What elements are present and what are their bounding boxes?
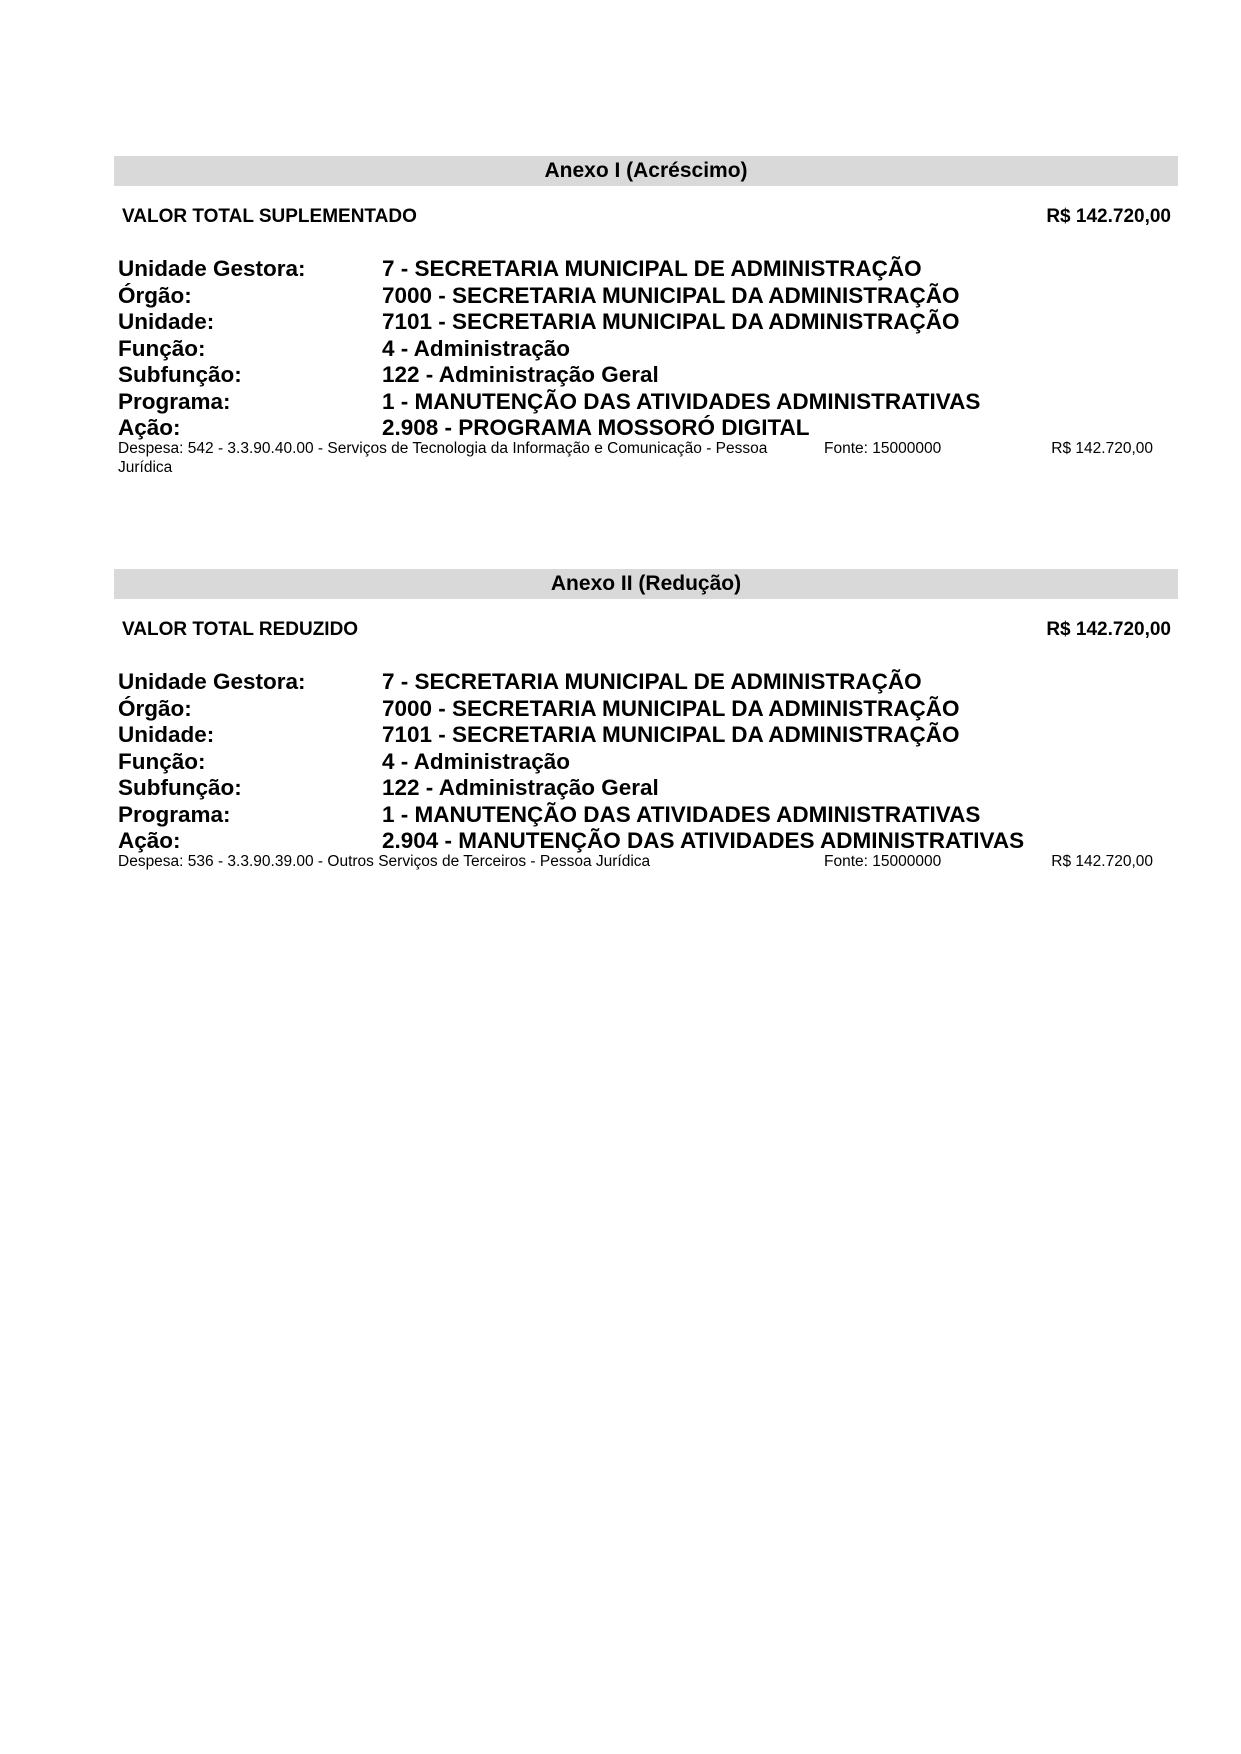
- field-label: Unidade Gestora:: [118, 256, 306, 281]
- field-unidade-gestora: [114, 669, 1178, 696]
- field-value: 7000 - SECRETARIA MUNICIPAL DA ADMINISTRAÇÃO: [382, 282, 960, 308]
- expense-description: Despesa: 542 - 3.3.90.40.00 - Serviços de Tecnologia da Informação e Comunicação - Pessoa Jurídica: [118, 439, 768, 476]
- budget-fields: [114, 256, 1178, 442]
- field-funcao: [114, 749, 1178, 776]
- field-value: 7 - SECRETARIA MUNICIPAL DE ADMINISTRAÇÃO: [382, 669, 922, 694]
- field-label: Função:: [118, 335, 206, 361]
- expense-line: [114, 439, 1178, 477]
- expense-value: R$ 142.720,00: [1051, 439, 1153, 457]
- field-label: Programa:: [118, 801, 231, 827]
- annex-acrescimo: [114, 156, 1178, 477]
- field-label: Ação:: [118, 828, 181, 853]
- field-label: Órgão:: [118, 282, 192, 308]
- field-subfuncao: [114, 775, 1178, 802]
- expense-fonte: Fonte: 15000000: [824, 852, 942, 870]
- field-value: 7 - SECRETARIA MUNICIPAL DE ADMINISTRAÇÃO: [382, 256, 922, 281]
- field-value: 4 - Administração: [382, 335, 570, 361]
- field-value: 1 - MANUTENÇÃO DAS ATIVIDADES ADMINISTRATIVAS: [382, 801, 981, 827]
- field-value: 2.904 - MANUTENÇÃO DAS ATIVIDADES ADMINISTRATIVAS: [382, 828, 1025, 853]
- field-programa: [114, 802, 1178, 829]
- field-subfuncao: [114, 362, 1178, 389]
- expense-description: Despesa: 536 - 3.3.90.39.00 - Outros Serviços de Terceiros - Pessoa Jurídica: [118, 852, 651, 870]
- total-label: VALOR TOTAL REDUZIDO: [122, 619, 359, 640]
- field-unidade: [114, 722, 1178, 749]
- total-row: [114, 206, 1178, 230]
- field-label: Unidade:: [118, 309, 215, 334]
- expense-value: R$ 142.720,00: [1051, 852, 1153, 870]
- field-value: 122 - Administração Geral: [382, 362, 659, 387]
- annex-title: Anexo II (Redução): [114, 569, 1178, 599]
- field-programa: [114, 389, 1178, 416]
- field-label: Função:: [118, 748, 206, 774]
- annex-title: Anexo I (Acréscimo): [114, 156, 1178, 186]
- field-label: Órgão:: [118, 695, 192, 721]
- field-unidade: [114, 309, 1178, 336]
- field-funcao: [114, 336, 1178, 363]
- field-label: Subfunção:: [118, 775, 242, 800]
- expense-fonte: Fonte: 15000000: [824, 439, 942, 457]
- total-row: [114, 619, 1178, 643]
- field-orgao: [114, 283, 1178, 310]
- field-value: 7000 - SECRETARIA MUNICIPAL DA ADMINISTRAÇÃO: [382, 695, 960, 721]
- field-label: Unidade:: [118, 722, 215, 747]
- field-orgao: [114, 696, 1178, 723]
- field-value: 122 - Administração Geral: [382, 775, 659, 800]
- field-unidade-gestora: [114, 256, 1178, 283]
- total-value: R$ 142.720,00: [1046, 619, 1171, 640]
- expense-line: [114, 852, 1178, 871]
- field-value: 7101 - SECRETARIA MUNICIPAL DA ADMINISTRAÇÃO: [382, 722, 960, 747]
- total-value: R$ 142.720,00: [1046, 206, 1171, 227]
- field-value: 1 - MANUTENÇÃO DAS ATIVIDADES ADMINISTRATIVAS: [382, 388, 981, 414]
- budget-fields: [114, 669, 1178, 855]
- field-label: Programa:: [118, 388, 231, 414]
- field-label: Unidade Gestora:: [118, 669, 306, 694]
- total-label: VALOR TOTAL SUPLEMENTADO: [122, 206, 417, 227]
- field-value: 2.908 - PROGRAMA MOSSORÓ DIGITAL: [382, 415, 810, 440]
- field-label: Subfunção:: [118, 362, 242, 387]
- field-value: 7101 - SECRETARIA MUNICIPAL DA ADMINISTRAÇÃO: [382, 309, 960, 334]
- field-label: Ação:: [118, 415, 181, 440]
- annex-reducao: [114, 569, 1178, 871]
- field-value: 4 - Administração: [382, 748, 570, 774]
